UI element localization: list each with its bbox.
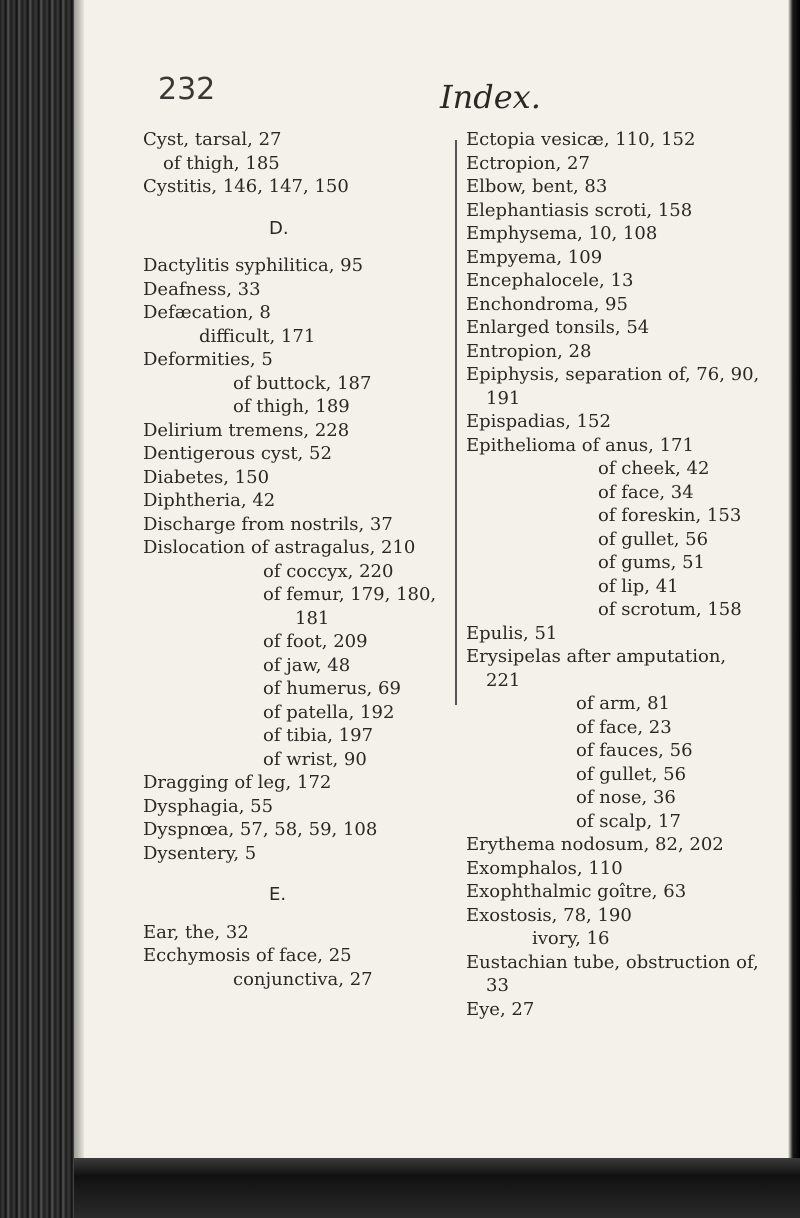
index-subentry: of fauces, 56 — [576, 740, 693, 761]
index-column-left — [143, 128, 443, 991]
index-subentry: of patella, 192 — [263, 701, 395, 723]
index-entry: Erysipelas after amputation, — [466, 646, 727, 667]
index-column-right — [466, 128, 786, 1021]
index-subentry: of lip, 41 — [598, 575, 679, 597]
index-subentry: of face, 23 — [576, 716, 672, 738]
index-entry: Eye, 27 — [466, 998, 535, 1020]
index-entry: Entropion, 28 — [466, 340, 592, 362]
index-entry: Discharge from nostrils, 37 — [143, 513, 393, 535]
index-subentry: conjunctiva, 27 — [233, 968, 373, 990]
index-entry: Delirium tremens, 228 — [143, 419, 350, 441]
index-entry: Ectropion, 27 — [466, 152, 590, 174]
index-subentry: of foreskin, 153 — [598, 505, 742, 526]
index-subentry: of femur, 179, 180, — [263, 584, 437, 605]
index-entry: Enlarged tonsils, 54 — [466, 317, 650, 338]
index-subentry: of buttock, 187 — [233, 372, 372, 394]
index-entry: Cyst, tarsal, 27 — [143, 129, 282, 150]
index-entry: Exostosis, 78, 190 — [466, 904, 632, 926]
index-subentry: of wrist, 90 — [263, 748, 367, 770]
index-entry: Defæcation, 8 — [143, 302, 271, 323]
section-heading-e: E. — [269, 884, 287, 905]
index-subentry: of gullet, 56 — [576, 763, 687, 785]
index-entry: Dyspnœa, 57, 58, 59, 108 — [143, 819, 378, 840]
index-entry: Dactylitis syphilitica, 95 — [143, 255, 364, 276]
index-entry: Epispadias, 152 — [466, 411, 611, 432]
index-subentry: of arm, 81 — [576, 693, 670, 714]
page-right-edge — [788, 0, 800, 1218]
index-entry: Dentigerous cyst, 52 — [143, 443, 332, 464]
index-entry: Dysphagia, 55 — [143, 795, 274, 817]
index-entry: Eustachian tube, obstruction of, — [466, 951, 759, 973]
index-entry: Emphysema, 10, 108 — [466, 223, 658, 244]
index-subentry: of coccyx, 220 — [263, 560, 394, 582]
index-entry: Ecchymosis of face, 25 — [143, 945, 352, 966]
index-continuation: 33 — [486, 975, 509, 996]
index-entry: Cystitis, 146, 147, 150 — [143, 176, 349, 197]
index-entry: Epithelioma of anus, 171 — [466, 434, 694, 456]
page-bottom-edge — [74, 1158, 800, 1218]
index-subentry: of foot, 209 — [263, 631, 368, 652]
index-continuation: 191 — [486, 387, 521, 409]
index-entry: Ear, the, 32 — [143, 921, 249, 943]
index-subentry: of humerus, 69 — [263, 678, 401, 699]
index-subentry: of scalp, 17 — [576, 810, 681, 832]
index-entry: Dysentery, 5 — [143, 842, 257, 864]
index-entry: Epulis, 51 — [466, 622, 558, 644]
index-entry: Enchondroma, 95 — [466, 293, 628, 315]
index-entry: Diabetes, 150 — [143, 466, 270, 488]
index-subentry: of cheek, 42 — [598, 458, 710, 479]
index-continuation: 181 — [295, 607, 330, 629]
column-divider — [455, 140, 457, 705]
index-continuation: 221 — [486, 669, 521, 691]
index-entry: Elephantiasis scroti, 158 — [466, 199, 693, 221]
index-subentry: of tibia, 197 — [263, 725, 374, 746]
index-subentry: of gums, 51 — [598, 552, 705, 573]
index-subentry: of nose, 36 — [576, 787, 676, 808]
index-subentry: of jaw, 48 — [263, 654, 351, 676]
index-subentry: difficult, 171 — [199, 325, 316, 347]
index-entry: Encephalocele, 13 — [466, 270, 634, 291]
index-entry: Elbow, bent, 83 — [466, 176, 608, 197]
index-entry: Empyema, 109 — [466, 246, 603, 268]
index-entry: Exomphalos, 110 — [466, 857, 623, 879]
index-entry: Epiphysis, separation of, 76, 90, — [466, 364, 760, 385]
index-entry: Ectopia vesicæ, 110, 152 — [466, 129, 696, 150]
index-entry: Dislocation of astragalus, 210 — [143, 537, 416, 558]
book-spine-shadow — [0, 0, 74, 1218]
page-number: 232 — [158, 72, 216, 107]
page-gutter — [74, 0, 84, 1218]
running-title: Index. — [440, 78, 541, 116]
index-subentry: ivory, 16 — [532, 928, 610, 949]
index-entry: Exophthalmic goître, 63 — [466, 881, 687, 902]
index-subentry: of face, 34 — [598, 481, 694, 503]
index-entry: Deafness, 33 — [143, 278, 261, 300]
index-entry: Dragging of leg, 172 — [143, 772, 332, 793]
section-heading-d: D. — [269, 217, 289, 239]
index-subentry: of scrotum, 158 — [598, 599, 742, 620]
index-subentry: of thigh, 189 — [233, 396, 350, 417]
index-entry: Erythema nodosum, 82, 202 — [466, 834, 724, 855]
index-subentry: of thigh, 185 — [163, 152, 280, 174]
index-subentry: of gullet, 56 — [598, 528, 709, 550]
index-entry: Diphtheria, 42 — [143, 490, 276, 511]
index-entry: Deformities, 5 — [143, 349, 273, 370]
